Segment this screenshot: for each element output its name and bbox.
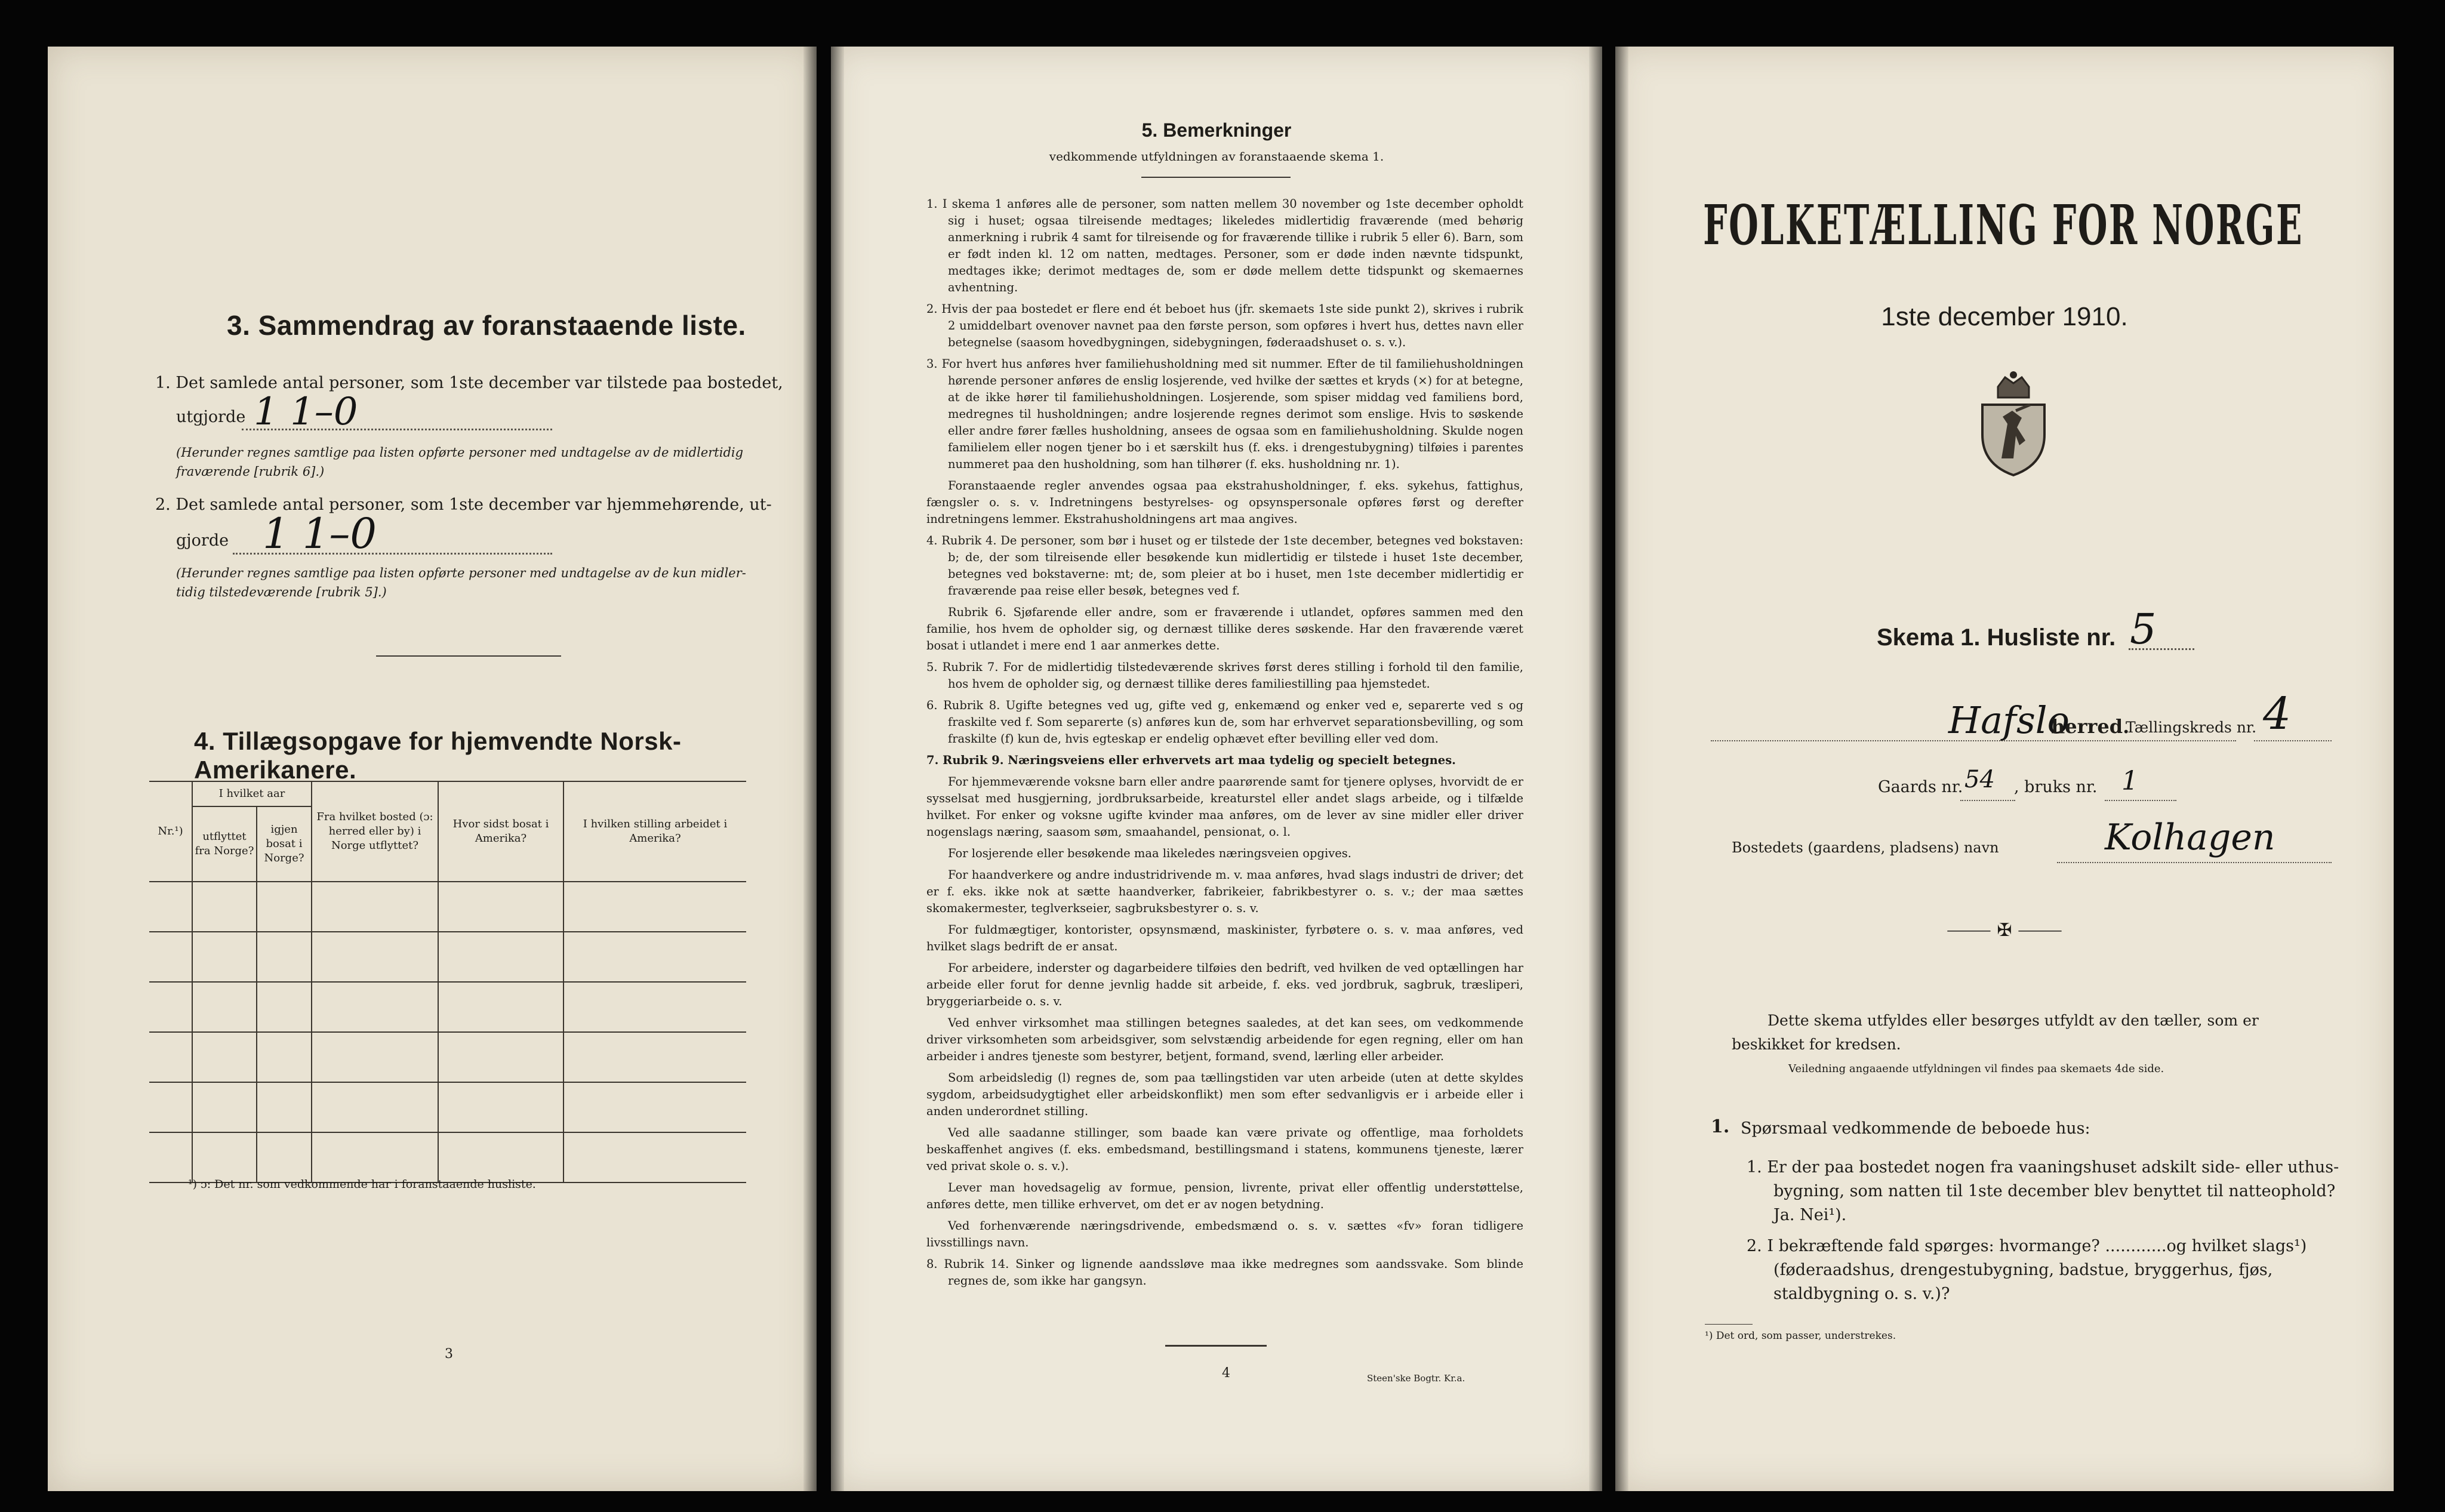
item2-prefix: gjorde (176, 531, 229, 550)
item1-line1: 1. Det samlede antal personer, som 1ste december var tilstede paa bostedet, (155, 374, 783, 392)
remark-1: 1. I skema 1 anføres alle de personer, som natten mellem 30 november og 1ste december opholdt sig i huset; ogsaa tilreisende medtages; likeledes midlertidig fraværende (med behørig anmerkning i rubrik 4 samt for tilreisende og for fraværende tillike i rubrik 5 eller 6). Barn, som er født inden kl. 12 om natten, medtages. Personer, som er døde inden nævnte tidspunkt, medtages ikke; derimot medtages de, som er døde mellem dette tidspunkt og skemaernes avhentning. (926, 197, 1523, 294)
divider (376, 655, 561, 657)
guidance-text: Veiledning angaaende utfyldningen vil findes paa skemaets 4de side. (1788, 1063, 2164, 1075)
item1-fill-line (242, 429, 552, 430)
husliste-fill-line (2129, 648, 2194, 650)
question-1: 1. Er der paa bostedet nogen fra vaaningshuset adskilt side- eller uthus-bygning, som natten til 1ste december blev benyttet til natteophold? Ja. Nei¹). (1747, 1158, 2339, 1224)
remark-3: 3. For hvert hus anføres hver familiehusholdning med sit nummer. Efter de til familiehusholdningen hørende personer anføres de enslig losjerende, ved hvilke der sættes et kryds (×) for at betegne, at de ikke hører til familiehusholdningen. Losjerende, som spiser middag ved familiens bord, medregnes til husholdningen; andre losjerende regnes derimot som enslige. Hvis to søskende eller andre fører fælles husholdning, ansees de ogsaa som en familiehusholdning. Skulde nogen familielem eller nogen tjener bo i et særskilt hus (f. eks. i drengestubygning) tilføies i parentes nummeret paa den husholdning, som han tilhører (f. eks. husholdning nr. 1). (926, 357, 1523, 471)
remark-7: 7. Rubrik 9. Næringsveiens eller erhvervets art maa tydelig og specielt betegnes. (926, 753, 1456, 767)
question-2: 2. I bekræftende fald spørges: hvormange? ............og hvilket slags¹) (føderaadshus, drengestubygning, badstue, bryggerhus, fjøs, staldbygning o. s. v.)? (1747, 1237, 2307, 1303)
remark-7h: Ved alle saadanne stillinger, som baade kan være private og offentlige, maa forholdets beskaffenhet angives (f. eks. embedsmand, bestillingsmand i statens, kommunens tjeneste, lærer ved privat skole o. s. v.). (926, 1126, 1523, 1173)
remark-7i: Lever man hovedsagelig av formue, pension, livrente, privat eller offentlig understøttelse, anføres dette, men tillike erhvervet, om det er av nogen betydning. (926, 1181, 1523, 1211)
gaards-label: Gaards nr. (1878, 778, 1963, 796)
gaards-fill-line (1960, 800, 2015, 801)
footnote: ¹) Det ord, som passer, understrekes. (1705, 1330, 1896, 1342)
kreds-fill-line (2254, 740, 2332, 741)
instruction-text: Dette skema utfyldes eller besørges utfyldt av den tæller, som er beskikket for kredsen. (1732, 1012, 2259, 1053)
skema-label: Skema 1. Husliste nr. (1877, 624, 2116, 651)
table-footnote: ¹) ɔ: Det nr. som vedkommende har i foranstaaende husliste. (188, 1178, 536, 1191)
page-right (1615, 47, 2394, 1491)
remark-6: 6. Rubrik 8. Ugifte betegnes ved ug, gifte ved g, enkemænd og enker ved e, separerte ved s og fraskilte ved f. Som separerte (s) anføres kun de, som har erhvervet separationsbevilling, og som fraskilte (f) kun de, hvis egteskap er endelig ophævet efter bevilling eller ved dom. (926, 698, 1523, 746)
item2-note-1: (Herunder regnes samtlige paa listen opførte personer med undtagelse av de kun midler- (176, 566, 746, 580)
col-header-stilling: I hvilken stilling arbeidet i Amerika? (563, 781, 746, 882)
census-title: FOLKETÆLLING FOR NORGE (1703, 193, 2304, 257)
remark-7b: For losjerende eller besøkende maa likeledes næringsveien opgives. (948, 846, 1351, 860)
fold-shadow (831, 47, 844, 1491)
remarks-subtitle: vedkommende utfyldningen av foranstaaende skema 1. (1049, 149, 1384, 164)
remark-8: 8. Rubrik 14. Sinker og lignende aandssløve maa ikke medregnes som aandssvake. Som blinde regnes de, som ikke har gangsyn. (926, 1257, 1523, 1288)
herred-label: herred. (2051, 715, 2130, 738)
remarks-title: 5. Bemerkninger (1141, 119, 1292, 141)
bosted-fill-line (2057, 862, 2332, 863)
section-3-title: 3. Sammendrag av foranstaaende liste. (227, 310, 746, 341)
fold-shadow (1615, 47, 1628, 1491)
item1-note-2: fraværende [rubrik 6].) (176, 464, 325, 479)
page-number: 3 (445, 1347, 453, 1362)
table-row (149, 1032, 746, 1082)
printer-imprint: Steen'ske Bogtr. Kr.a. (1367, 1373, 1465, 1384)
table-row (149, 982, 746, 1032)
coat-of-arms-emblem (1974, 369, 2053, 478)
bruks-fill-line (2105, 800, 2176, 801)
norsk-amerikanere-table (149, 781, 746, 1183)
item1-note-1: (Herunder regnes samtlige paa listen opførte personer med undtagelse av de midlertidig (176, 445, 744, 460)
remark-7f: Ved enhver virksomhet maa stillingen betegnes saaledes, at det kan sees, om vedkommende driver virksomheten som arbeidsgiver, som selvstændig arbeidende for egen regning, eller om han arbeider i andres tjeneste som bestyrer, betjent, formand, svend, lærling eller arbeider. (926, 1016, 1523, 1063)
questions-heading: Spørsmaal vedkommende de beboede hus: (1741, 1119, 2090, 1138)
bruks-label: , bruks nr. (2014, 778, 2098, 796)
remark-7j: Ved forhenværende næringsdrivende, embedsmænd o. s. v. sættes «fv» foran tidligere livsstillings navn. (926, 1219, 1523, 1249)
remark-7g: Som arbeidsledig (l) regnes de, som paa tællingstiden var uten arbeide (uten at dette skyldes sygdom, arbeidsudygtighet eller arbeidskonflikt) men som efter sedvanligvis er i arbeide eller i anden underordnet stilling. (926, 1071, 1523, 1118)
gaards-value: 54 (1964, 766, 1995, 793)
husliste-nr-value: 5 (2130, 605, 2157, 654)
page-middle (831, 47, 1602, 1491)
remarks-body (926, 196, 1523, 1294)
question-number: 1. (1711, 1116, 1730, 1137)
remark-4b: Rubrik 6. Sjøfarende eller andre, som er fraværende i utlandet, opføres sammen med den familie, hos hvem de opholder sig, og dernæst tillike deres søskende. Har den fraværende været bosat i utlandet i mere end 1 aar anmerkes dette. (926, 605, 1523, 652)
fold-shadow (803, 47, 817, 1491)
table-row (149, 1132, 746, 1182)
bosted-label: Bostedets (gaardens, pladsens) navn (1732, 839, 1999, 856)
page-left (48, 47, 817, 1491)
col-header-aar-group: I hvilket aar (192, 781, 312, 806)
bosted-value: Kolhagen (2105, 817, 2275, 858)
col-header-utflyttet: utflyttet fra Norge? (192, 806, 257, 882)
remark-7a: For hjemmeværende voksne barn eller andre paarørende samt for tjenere oplyses, hvorvidt de er sysselsat med husgjerning, jordbruksarbeide, kreaturstel eller andet slags arbeide, og i tilfælde hvilket. For enker og voksne ugifte kvinder maa anføres, om de lever av sine midler eller driver nogenslags næring, saasom søm, smaahandel, pensionat, o. l. (926, 775, 1523, 839)
ornament-icon: ⸻ ✠ ⸻ (1947, 920, 2062, 941)
page-number: 4 (1222, 1366, 1230, 1381)
bruks-value: 1 (2121, 766, 2138, 796)
remark-2: 2. Hvis der paa bostedet er flere end ét beboet hus (jfr. skemaets 1ste side punkt 2), skrives i rubrik 2 umiddelbart ovenover navnet paa den første person, som opføres i hvert hus, dettes navn eller betegnelse (saasom hovedbygningen, sidebygningen, føderaadshuset o. s. v.). (926, 302, 1523, 349)
item2-line1: 2. Det samlede antal personer, som 1ste december var hjemmehørende, ut- (155, 495, 772, 514)
table-row (149, 1082, 746, 1132)
section-4-title: 4. Tillægsopgave for hjemvendte Norsk-Amerikanere. (194, 727, 682, 784)
col-header-fra-hvilket: Fra hvilket bosted (ɔ: herred eller by) i Norge utflyttet? (312, 781, 438, 882)
remark-5: 5. Rubrik 7. For de midlertidig tilstedeværende skrives først deres stilling i forhold til den familie, hos hvem de opholder sig, og dernæst tillike deres familiestilling paa hjemstedet. (926, 660, 1523, 691)
item2-handwritten-value: 1 1–0 (263, 509, 377, 558)
remark-3b: Foranstaaende regler anvendes ogsaa paa ekstrahusholdninger, f. eks. sykehus, fattighus, fængsler o. s. v. Indretningens bestyrelses- og opsynspersonale opføres først og derefter indretningens lemmer. Ekstrahusholdningens art maa angives. (926, 479, 1523, 526)
fold-shadow (1589, 47, 1602, 1491)
col-header-nr: Nr.¹) (149, 781, 192, 882)
kreds-label: Tællingskreds nr. (2126, 719, 2257, 736)
remark-7c: For haandverkere og andre industridrivende m. v. maa anføres, hvad slags industri de driver; det er f. eks. ikke nok at sætte haandverker, fabrikeier, fabrikbestyrer o. s. v.; der maa sættes skomakermester, teglverkseier, sagbruksbestyrer o. s. v. (926, 868, 1523, 915)
remark-4: 4. Rubrik 4. De personer, som bør i huset og er tilstede der 1ste december, betegnes ved bokstaven: b; de, der som tilreisende eller besøkende kun midlertidig er tilstede i huset 1ste december, betegnes ved bokstaverne: mt; de, som pleier at bo i huset, men 1ste december midlertidig er fraværende paa reise eller besøk, betegnes ved f. (926, 534, 1523, 598)
item2-fill-line (233, 553, 552, 555)
item1-prefix: utgjorde (176, 408, 246, 426)
col-header-sidst-bosat: Hvor sidst bosat i Amerika? (438, 781, 563, 882)
kreds-value: 4 (2263, 688, 2292, 740)
census-date: 1ste december 1910. (1881, 302, 2128, 331)
remark-7e: For arbeidere, inderster og dagarbeidere tilføies den bedrift, ved hvilken de ved optællingen har arbeide eller forut for denne jevnlig hadde sit arbeide, f. eks. ved jordbruk, sagbruk, træsliperi, bryggeriarbeide o. s. v. (926, 961, 1523, 1008)
item1-handwritten-value: 1 1–0 (254, 390, 358, 434)
col-header-igjen: igjen bosat i Norge? (257, 806, 312, 882)
herred-value: Hafslo (1948, 698, 2070, 742)
end-divider (1165, 1345, 1267, 1347)
item2-note-2: tidig tilstedeværende [rubrik 5].) (176, 585, 387, 599)
table-row (149, 932, 746, 982)
footnote-divider (1705, 1324, 1753, 1325)
remark-7d: For fuldmægtiger, kontorister, opsynsmænd, maskinister, fyrbøtere o. s. v. maa anføres, ved hvilket slags bedrift de er ansat. (926, 923, 1523, 953)
table-row (149, 882, 746, 932)
title-divider (1141, 177, 1291, 178)
